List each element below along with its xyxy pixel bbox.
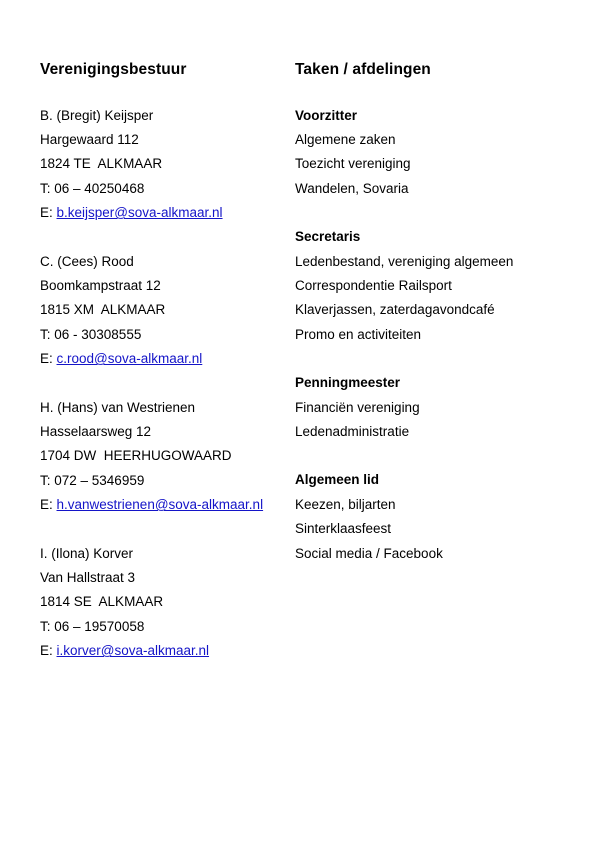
- member-phone: T: 072 – 5346959: [40, 472, 145, 488]
- role-task: Financiën vereniging: [295, 399, 420, 415]
- column-heading-tasks: Taken / afdelingen: [295, 61, 431, 78]
- member-name: H. (Hans) van Westrienen: [40, 399, 196, 415]
- role-title: Penningmeester: [295, 375, 401, 391]
- role-task: Correspondentie Railsport: [295, 277, 452, 293]
- member-name: I. (Ilona) Korver: [40, 545, 134, 561]
- column-heading-board: Verenigingsbestuur: [40, 61, 187, 78]
- email-label: E:: [40, 497, 57, 513]
- member-street: Boomkampstraat 12: [40, 277, 161, 293]
- member-name: B. (Bregit) Keijsper: [40, 107, 154, 123]
- role-task: Sinterklaasfeest: [295, 521, 392, 537]
- role-task: Keezen, biljarten: [295, 496, 396, 512]
- member-email-line: [40, 201, 295, 225]
- email-label: E:: [40, 205, 57, 221]
- board-member-entry: [40, 250, 295, 372]
- role-task: Promo en activiteiten: [295, 326, 422, 342]
- role-entry: [295, 104, 569, 202]
- member-email-link[interactable]: b.keijsper@sova-alkmaar.nl: [56, 205, 223, 221]
- member-phone: T: 06 - 30308555: [40, 326, 142, 342]
- member-email-line: [40, 639, 295, 663]
- member-city: 1814 SE ALKMAAR: [40, 594, 164, 610]
- role-task: Ledenbestand, vereniging algemeen: [295, 253, 514, 269]
- role-entry: [295, 371, 569, 444]
- member-street: Hasselaarsweg 12: [40, 423, 152, 439]
- member-email-link[interactable]: i.korver@sova-alkmaar.nl: [56, 643, 210, 659]
- column-verenigingsbestuur: [40, 62, 295, 664]
- board-member-entry: [40, 104, 295, 226]
- member-street: Van Hallstraat 3: [40, 570, 136, 585]
- role-task: Algemene zaken: [295, 131, 396, 147]
- email-label: E:: [40, 643, 57, 659]
- role-entry: [295, 225, 569, 347]
- member-email-line: [40, 493, 295, 517]
- member-email-link[interactable]: c.rood@sova-alkmaar.nl: [56, 351, 203, 367]
- member-email-link[interactable]: h.vanwestrienen@sova-alkmaar.nl: [56, 497, 264, 513]
- member-city: 1704 DW HEERHUGOWAARD: [40, 448, 232, 464]
- member-phone: T: 06 – 40250468: [40, 180, 145, 196]
- member-name: C. (Cees) Rood: [40, 253, 134, 269]
- two-column-layout: [40, 62, 569, 664]
- role-title: Voorzitter: [295, 107, 358, 123]
- role-task: Social media / Facebook: [295, 545, 443, 561]
- role-task: Toezicht vereniging: [295, 156, 411, 172]
- column-taken-afdelingen: [295, 62, 569, 566]
- role-title: Algemeen lid: [295, 472, 380, 488]
- member-city: 1815 XM ALKMAAR: [40, 302, 166, 318]
- role-task: Ledenadministratie: [295, 423, 410, 439]
- role-title: Secretaris: [295, 229, 361, 245]
- member-phone: T: 06 – 19570058: [40, 618, 145, 634]
- member-city: 1824 TE ALKMAAR: [40, 156, 163, 172]
- role-task: Klaverjassen, zaterdagavondcafé: [295, 302, 495, 318]
- board-member-entry: [40, 542, 295, 664]
- role-entry: [295, 468, 569, 566]
- member-street: Hargewaard 112: [40, 131, 139, 147]
- member-email-line: [40, 347, 295, 371]
- email-label: E:: [40, 351, 57, 367]
- role-task: Wandelen, Sovaria: [295, 180, 409, 196]
- board-member-entry: [40, 396, 295, 518]
